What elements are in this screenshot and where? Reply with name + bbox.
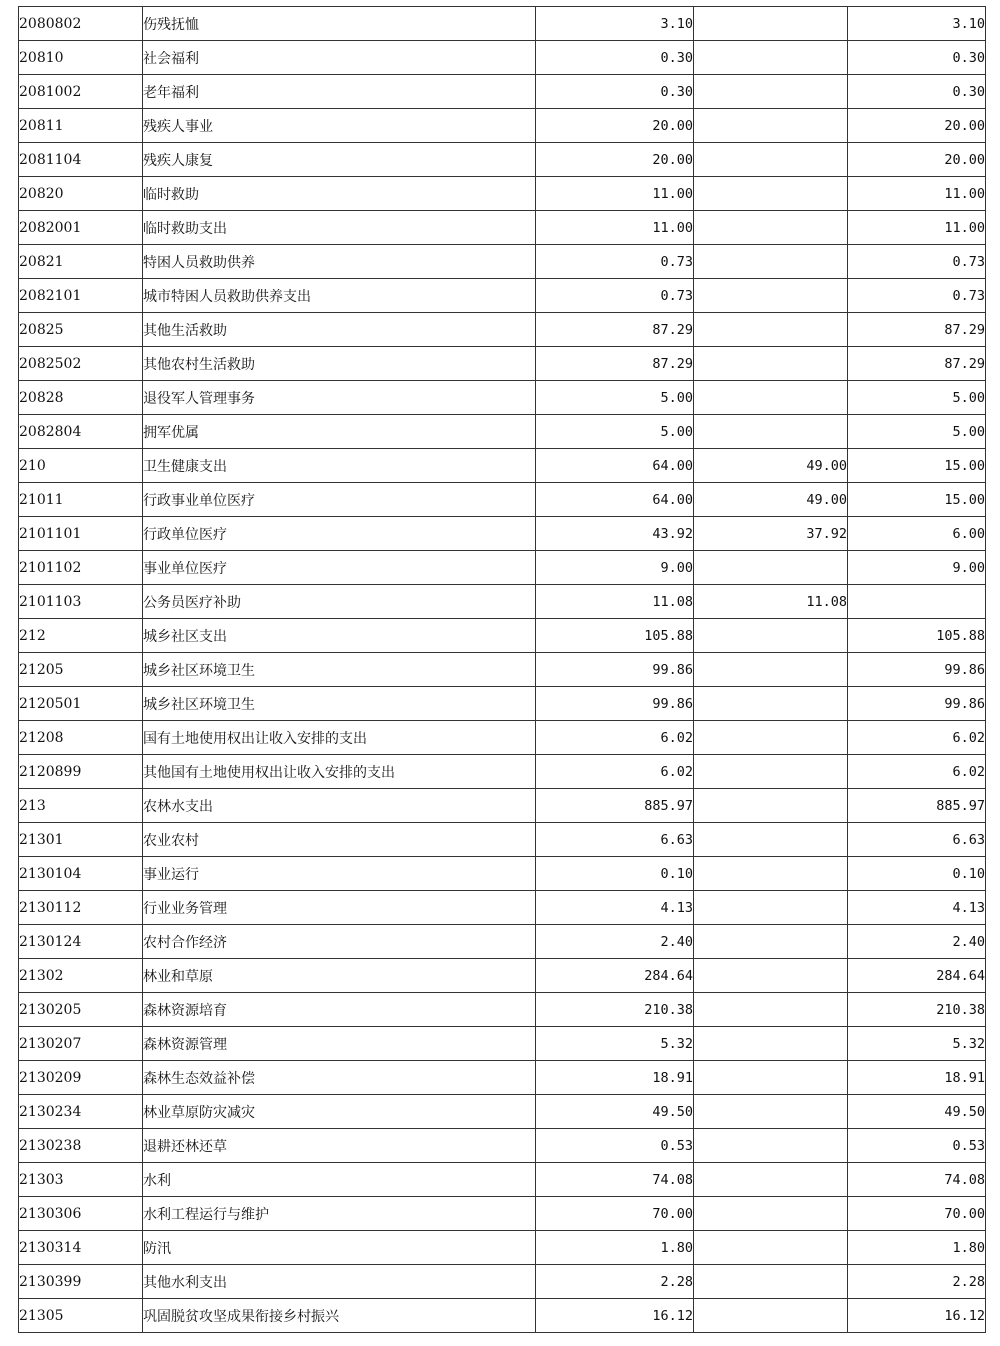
table-row [19, 177, 986, 211]
project-expenditure-cell: 20.00 [848, 143, 986, 177]
project-expenditure-cell: 15.00 [848, 449, 986, 483]
account-code-cell: 212 [19, 619, 143, 653]
account-name-cell: 卫生健康支出 [143, 449, 536, 483]
total-amount-cell: 43.92 [536, 517, 694, 551]
account-code-cell: 21011 [19, 483, 143, 517]
project-expenditure-cell: 20.00 [848, 109, 986, 143]
account-name-cell: 城乡社区环境卫生 [143, 687, 536, 721]
project-expenditure-cell: 2.40 [848, 925, 986, 959]
total-amount-cell: 11.08 [536, 585, 694, 619]
total-amount-cell: 6.63 [536, 823, 694, 857]
account-code-cell: 2130104 [19, 857, 143, 891]
basic-expenditure-cell [694, 415, 848, 449]
account-code-cell: 21208 [19, 721, 143, 755]
total-amount-cell: 0.30 [536, 41, 694, 75]
project-expenditure-cell: 885.97 [848, 789, 986, 823]
table-row [19, 1095, 986, 1129]
basic-expenditure-cell [694, 1027, 848, 1061]
account-code-cell: 2081002 [19, 75, 143, 109]
total-amount-cell: 6.02 [536, 755, 694, 789]
account-code-cell: 2082502 [19, 347, 143, 381]
account-code-cell: 20828 [19, 381, 143, 415]
account-code-cell: 21305 [19, 1299, 143, 1333]
project-expenditure-cell: 16.12 [848, 1299, 986, 1333]
table-row [19, 1027, 986, 1061]
account-name-cell: 残疾人康复 [143, 143, 536, 177]
basic-expenditure-cell: 49.00 [694, 449, 848, 483]
account-name-cell: 临时救助支出 [143, 211, 536, 245]
account-name-cell: 其他农村生活救助 [143, 347, 536, 381]
account-name-cell: 防汛 [143, 1231, 536, 1265]
basic-expenditure-cell [694, 653, 848, 687]
project-expenditure-cell: 99.86 [848, 687, 986, 721]
total-amount-cell: 16.12 [536, 1299, 694, 1333]
basic-expenditure-cell: 37.92 [694, 517, 848, 551]
project-expenditure-cell: 6.63 [848, 823, 986, 857]
total-amount-cell: 99.86 [536, 687, 694, 721]
table-row [19, 347, 986, 381]
project-expenditure-cell: 0.73 [848, 279, 986, 313]
account-name-cell: 城乡社区环境卫生 [143, 653, 536, 687]
basic-expenditure-cell [694, 619, 848, 653]
basic-expenditure-cell [694, 41, 848, 75]
basic-expenditure-cell [694, 313, 848, 347]
account-name-cell: 林业草原防灾减灾 [143, 1095, 536, 1129]
account-name-cell: 农林水支出 [143, 789, 536, 823]
account-name-cell: 公务员医疗补助 [143, 585, 536, 619]
account-code-cell: 20820 [19, 177, 143, 211]
project-expenditure-cell [848, 585, 986, 619]
total-amount-cell: 210.38 [536, 993, 694, 1027]
table-row [19, 75, 986, 109]
total-amount-cell: 18.91 [536, 1061, 694, 1095]
account-code-cell: 20810 [19, 41, 143, 75]
project-expenditure-cell: 87.29 [848, 313, 986, 347]
total-amount-cell: 3.10 [536, 7, 694, 41]
account-code-cell: 21301 [19, 823, 143, 857]
table-row [19, 789, 986, 823]
account-code-cell: 2101103 [19, 585, 143, 619]
account-code-cell: 2082001 [19, 211, 143, 245]
basic-expenditure-cell [694, 279, 848, 313]
account-code-cell: 2130209 [19, 1061, 143, 1095]
project-expenditure-cell: 210.38 [848, 993, 986, 1027]
basic-expenditure-cell [694, 347, 848, 381]
project-expenditure-cell: 2.28 [848, 1265, 986, 1299]
project-expenditure-cell: 6.00 [848, 517, 986, 551]
account-code-cell: 2120501 [19, 687, 143, 721]
total-amount-cell: 5.00 [536, 415, 694, 449]
table-row [19, 211, 986, 245]
account-code-cell: 2130238 [19, 1129, 143, 1163]
project-expenditure-cell: 284.64 [848, 959, 986, 993]
account-code-cell: 20821 [19, 245, 143, 279]
basic-expenditure-cell [694, 857, 848, 891]
account-name-cell: 退耕还林还草 [143, 1129, 536, 1163]
account-name-cell: 临时救助 [143, 177, 536, 211]
table-row [19, 925, 986, 959]
account-code-cell: 213 [19, 789, 143, 823]
table-row [19, 381, 986, 415]
total-amount-cell: 64.00 [536, 449, 694, 483]
basic-expenditure-cell [694, 721, 848, 755]
basic-expenditure-cell [694, 993, 848, 1027]
project-expenditure-cell: 9.00 [848, 551, 986, 585]
account-name-cell: 城乡社区支出 [143, 619, 536, 653]
table-row [19, 551, 986, 585]
project-expenditure-cell: 4.13 [848, 891, 986, 925]
project-expenditure-cell: 74.08 [848, 1163, 986, 1197]
table-row [19, 721, 986, 755]
account-name-cell: 森林资源培育 [143, 993, 536, 1027]
basic-expenditure-cell [694, 1163, 848, 1197]
basic-expenditure-cell [694, 959, 848, 993]
table-row [19, 1197, 986, 1231]
account-name-cell: 行业业务管理 [143, 891, 536, 925]
table-row [19, 959, 986, 993]
basic-expenditure-cell [694, 1299, 848, 1333]
table-row [19, 109, 986, 143]
account-code-cell: 2130207 [19, 1027, 143, 1061]
table-row [19, 1061, 986, 1095]
account-code-cell: 210 [19, 449, 143, 483]
account-name-cell: 城市特困人员救助供养支出 [143, 279, 536, 313]
account-name-cell: 其他国有土地使用权出让收入安排的支出 [143, 755, 536, 789]
project-expenditure-cell: 49.50 [848, 1095, 986, 1129]
basic-expenditure-cell: 49.00 [694, 483, 848, 517]
table-row [19, 449, 986, 483]
basic-expenditure-cell [694, 245, 848, 279]
table-row [19, 619, 986, 653]
account-name-cell: 水利 [143, 1163, 536, 1197]
total-amount-cell: 11.00 [536, 211, 694, 245]
total-amount-cell: 0.53 [536, 1129, 694, 1163]
account-code-cell: 2101102 [19, 551, 143, 585]
project-expenditure-cell: 1.80 [848, 1231, 986, 1265]
basic-expenditure-cell [694, 1265, 848, 1299]
basic-expenditure-cell [694, 7, 848, 41]
total-amount-cell: 11.00 [536, 177, 694, 211]
account-name-cell: 伤残抚恤 [143, 7, 536, 41]
account-code-cell: 2080802 [19, 7, 143, 41]
total-amount-cell: 0.73 [536, 245, 694, 279]
project-expenditure-cell: 3.10 [848, 7, 986, 41]
total-amount-cell: 0.10 [536, 857, 694, 891]
project-expenditure-cell: 5.32 [848, 1027, 986, 1061]
table-row [19, 483, 986, 517]
account-name-cell: 社会福利 [143, 41, 536, 75]
budget-expenditure-table [18, 6, 986, 1333]
total-amount-cell: 99.86 [536, 653, 694, 687]
account-name-cell: 其他生活救助 [143, 313, 536, 347]
table-row [19, 653, 986, 687]
table-row [19, 41, 986, 75]
total-amount-cell: 5.32 [536, 1027, 694, 1061]
total-amount-cell: 2.40 [536, 925, 694, 959]
table-body [19, 7, 986, 1333]
basic-expenditure-cell [694, 211, 848, 245]
table-row [19, 143, 986, 177]
account-name-cell: 事业运行 [143, 857, 536, 891]
table-row [19, 891, 986, 925]
total-amount-cell: 6.02 [536, 721, 694, 755]
total-amount-cell: 20.00 [536, 143, 694, 177]
project-expenditure-cell: 70.00 [848, 1197, 986, 1231]
account-code-cell: 2101101 [19, 517, 143, 551]
project-expenditure-cell: 11.00 [848, 211, 986, 245]
total-amount-cell: 1.80 [536, 1231, 694, 1265]
account-name-cell: 巩固脱贫攻坚成果衔接乡村振兴 [143, 1299, 536, 1333]
table-row [19, 755, 986, 789]
basic-expenditure-cell [694, 109, 848, 143]
account-code-cell: 2081104 [19, 143, 143, 177]
project-expenditure-cell: 15.00 [848, 483, 986, 517]
project-expenditure-cell: 6.02 [848, 721, 986, 755]
project-expenditure-cell: 0.53 [848, 1129, 986, 1163]
basic-expenditure-cell [694, 1197, 848, 1231]
table-row [19, 279, 986, 313]
account-code-cell: 20811 [19, 109, 143, 143]
project-expenditure-cell: 87.29 [848, 347, 986, 381]
account-code-cell: 2130234 [19, 1095, 143, 1129]
table-row [19, 687, 986, 721]
project-expenditure-cell: 0.10 [848, 857, 986, 891]
total-amount-cell: 4.13 [536, 891, 694, 925]
basic-expenditure-cell [694, 551, 848, 585]
project-expenditure-cell: 0.73 [848, 245, 986, 279]
account-name-cell: 特困人员救助供养 [143, 245, 536, 279]
total-amount-cell: 87.29 [536, 347, 694, 381]
account-code-cell: 2130205 [19, 993, 143, 1027]
basic-expenditure-cell [694, 381, 848, 415]
basic-expenditure-cell [694, 1231, 848, 1265]
account-code-cell: 21303 [19, 1163, 143, 1197]
account-name-cell: 退役军人管理事务 [143, 381, 536, 415]
table-row [19, 1231, 986, 1265]
account-code-cell: 20825 [19, 313, 143, 347]
basic-expenditure-cell [694, 143, 848, 177]
project-expenditure-cell: 5.00 [848, 415, 986, 449]
account-name-cell: 森林资源管理 [143, 1027, 536, 1061]
account-name-cell: 拥军优属 [143, 415, 536, 449]
basic-expenditure-cell [694, 1095, 848, 1129]
account-code-cell: 2082101 [19, 279, 143, 313]
account-name-cell: 事业单位医疗 [143, 551, 536, 585]
total-amount-cell: 5.00 [536, 381, 694, 415]
basic-expenditure-cell [694, 1129, 848, 1163]
table-row [19, 1299, 986, 1333]
account-name-cell: 林业和草原 [143, 959, 536, 993]
total-amount-cell: 87.29 [536, 313, 694, 347]
account-name-cell: 其他水利支出 [143, 1265, 536, 1299]
total-amount-cell: 9.00 [536, 551, 694, 585]
basic-expenditure-cell [694, 755, 848, 789]
project-expenditure-cell: 11.00 [848, 177, 986, 211]
project-expenditure-cell: 99.86 [848, 653, 986, 687]
table-row [19, 1163, 986, 1197]
account-code-cell: 2130399 [19, 1265, 143, 1299]
table-row [19, 857, 986, 891]
total-amount-cell: 74.08 [536, 1163, 694, 1197]
account-name-cell: 残疾人事业 [143, 109, 536, 143]
basic-expenditure-cell [694, 75, 848, 109]
table-row [19, 1265, 986, 1299]
table-row [19, 823, 986, 857]
account-name-cell: 老年福利 [143, 75, 536, 109]
total-amount-cell: 49.50 [536, 1095, 694, 1129]
table-row [19, 7, 986, 41]
total-amount-cell: 885.97 [536, 789, 694, 823]
total-amount-cell: 0.30 [536, 75, 694, 109]
account-code-cell: 2120899 [19, 755, 143, 789]
project-expenditure-cell: 5.00 [848, 381, 986, 415]
basic-expenditure-cell [694, 789, 848, 823]
total-amount-cell: 2.28 [536, 1265, 694, 1299]
account-name-cell: 国有土地使用权出让收入安排的支出 [143, 721, 536, 755]
basic-expenditure-cell [694, 1061, 848, 1095]
project-expenditure-cell: 0.30 [848, 41, 986, 75]
table-row [19, 415, 986, 449]
table-row [19, 517, 986, 551]
account-name-cell: 农村合作经济 [143, 925, 536, 959]
total-amount-cell: 70.00 [536, 1197, 694, 1231]
project-expenditure-cell: 18.91 [848, 1061, 986, 1095]
project-expenditure-cell: 0.30 [848, 75, 986, 109]
account-code-cell: 2130314 [19, 1231, 143, 1265]
account-code-cell: 2130306 [19, 1197, 143, 1231]
table-row [19, 313, 986, 347]
account-code-cell: 2082804 [19, 415, 143, 449]
total-amount-cell: 284.64 [536, 959, 694, 993]
total-amount-cell: 64.00 [536, 483, 694, 517]
project-expenditure-cell: 105.88 [848, 619, 986, 653]
account-name-cell: 水利工程运行与维护 [143, 1197, 536, 1231]
table-row [19, 585, 986, 619]
account-code-cell: 2130112 [19, 891, 143, 925]
basic-expenditure-cell [694, 177, 848, 211]
table-row [19, 1129, 986, 1163]
total-amount-cell: 0.73 [536, 279, 694, 313]
table-row [19, 993, 986, 1027]
basic-expenditure-cell [694, 687, 848, 721]
account-name-cell: 森林生态效益补偿 [143, 1061, 536, 1095]
total-amount-cell: 105.88 [536, 619, 694, 653]
basic-expenditure-cell [694, 823, 848, 857]
project-expenditure-cell: 6.02 [848, 755, 986, 789]
basic-expenditure-cell [694, 891, 848, 925]
account-code-cell: 21302 [19, 959, 143, 993]
account-code-cell: 21205 [19, 653, 143, 687]
table-row [19, 245, 986, 279]
basic-expenditure-cell: 11.08 [694, 585, 848, 619]
basic-expenditure-cell [694, 925, 848, 959]
account-name-cell: 行政单位医疗 [143, 517, 536, 551]
account-name-cell: 行政事业单位医疗 [143, 483, 536, 517]
total-amount-cell: 20.00 [536, 109, 694, 143]
account-code-cell: 2130124 [19, 925, 143, 959]
account-name-cell: 农业农村 [143, 823, 536, 857]
